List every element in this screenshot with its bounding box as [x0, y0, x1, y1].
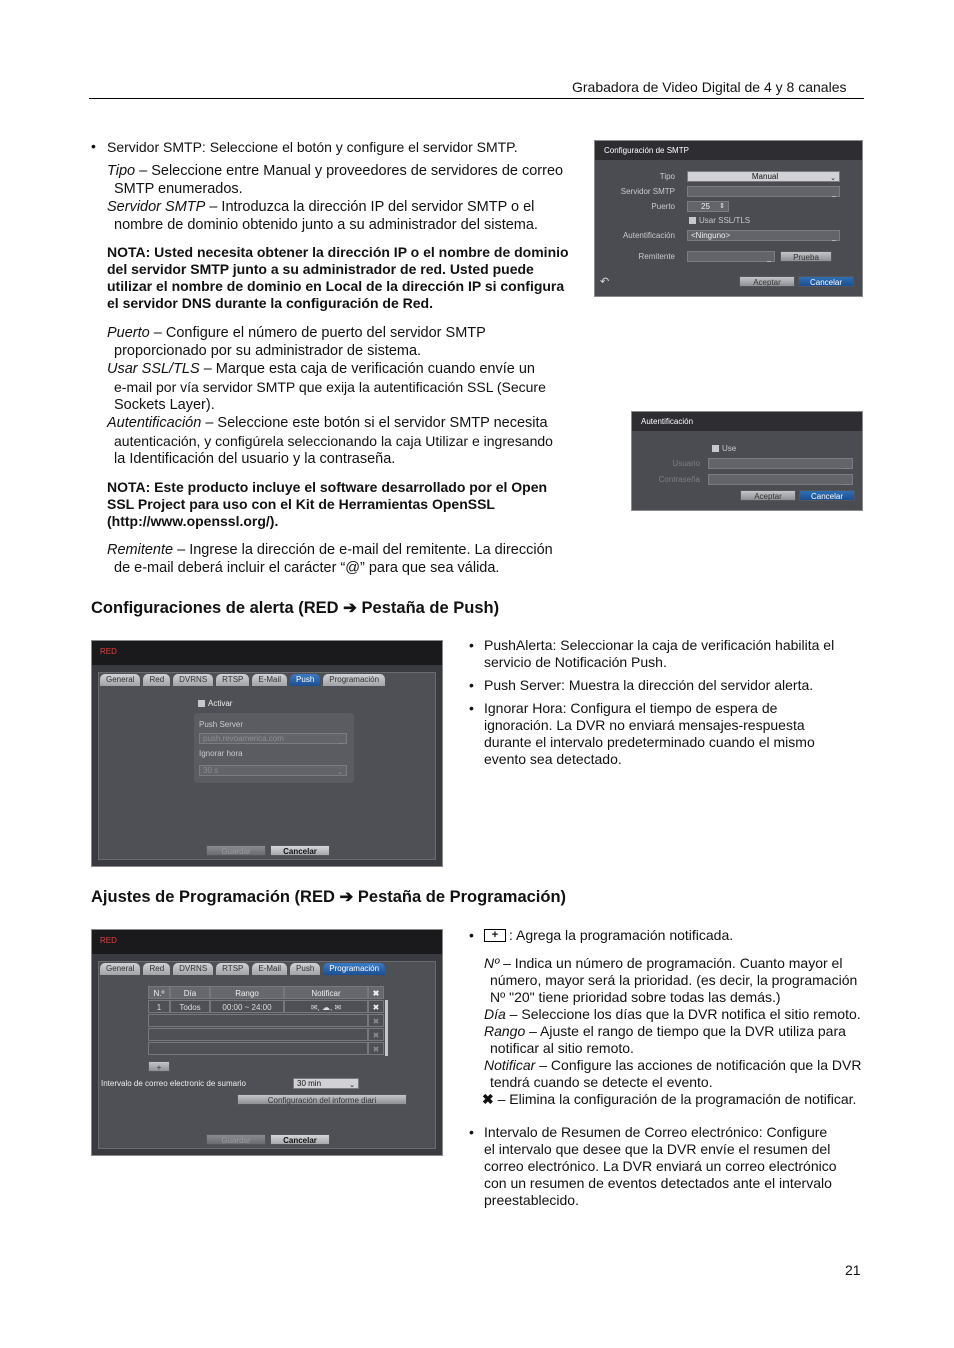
- add-schedule-button[interactable]: +: [148, 1061, 170, 1072]
- contrasena-label: Contraseña: [658, 475, 700, 484]
- checkbox-icon: [198, 700, 205, 707]
- activar-checkbox[interactable]: Activar: [198, 699, 232, 708]
- auth-button[interactable]: <Ninguno> _: [687, 230, 840, 241]
- push-server-label: Push Server: [199, 720, 244, 729]
- puerto-label: Puerto: [651, 202, 675, 211]
- delete-icon: ✖: [482, 1091, 494, 1107]
- ignorar-label: Ignorar hora: [199, 749, 243, 758]
- empty-row: [148, 1014, 368, 1027]
- no-desc-2: número, mayor será la prioridad. (es decir, la programación: [490, 972, 858, 988]
- delete-row-icon: ✖: [368, 1014, 384, 1027]
- guardar-button[interactable]: Guardar: [206, 845, 266, 856]
- ssl-checkbox[interactable]: Usar SSL/TLS: [689, 216, 750, 225]
- tab-dvrns[interactable]: DVRNS: [173, 674, 213, 686]
- tab-rtsp[interactable]: RTSP: [216, 963, 249, 975]
- remitente-desc-2: de e-mail deberá incluir el carácter “@” para que sea válida.: [114, 560, 500, 576]
- notificar-desc-2: tendrá cuando se detecte el evento.: [490, 1074, 713, 1090]
- no-desc: Nº – Indica un número de programación. Cuanto mayor el: [484, 955, 843, 971]
- informe-button[interactable]: Configuración del informe diari: [237, 1094, 407, 1105]
- push-bullet-2: Push Server: Muestra la dirección del servidor alerta.: [484, 677, 814, 693]
- servidor-input[interactable]: [687, 186, 840, 197]
- plus-desc: : Agrega la programación notificada.: [509, 927, 734, 943]
- no-desc-3: Nº "20" tiene prioridad sobre todas las demás.): [490, 989, 781, 1005]
- tab-dvrns[interactable]: DVRNS: [173, 963, 213, 975]
- col-dia: Día: [170, 986, 210, 999]
- auth-desc: Autentificación – Seleccione este botón si el servidor SMTP necesita: [107, 415, 548, 431]
- chevron-down-icon: ⌄: [830, 175, 836, 182]
- push-bullet-3: Ignorar Hora: Configura el tiempo de espera de ignoración. La DVR no enviará mensajes-respuesta durante el intervalo predeterminado cuando el mismo evento sea detectado.: [484, 700, 815, 767]
- remitente-input[interactable]: [687, 251, 775, 262]
- screen-title: RED: [100, 647, 117, 656]
- servidor-desc: Servidor SMTP – Introduzca la dirección IP del servidor SMTP o el: [107, 199, 535, 215]
- cancelar-button[interactable]: Cancelar: [798, 276, 854, 287]
- auth-label: Autentificación: [622, 231, 675, 240]
- edit-icon: _: [832, 234, 836, 241]
- push-bullet-1: PushAlerta: Seleccionar la caja de verificación habilita el servicio de Notificación Push.: [484, 637, 835, 670]
- intervalo-select[interactable]: 30 min ⌄: [293, 1078, 359, 1089]
- scrollbar[interactable]: [385, 1000, 388, 1056]
- push-screen: [91, 640, 443, 867]
- ssl-desc-3: Sockets Layer).: [114, 397, 215, 413]
- contrasena-input[interactable]: [708, 474, 853, 485]
- aceptar-button[interactable]: Aceptar: [740, 490, 796, 501]
- bullet-dot: •: [469, 677, 474, 693]
- push-heading: Configuraciones de alerta (RED ➔ Pestaña de Push): [91, 599, 500, 617]
- usuario-input[interactable]: [708, 458, 853, 469]
- x-desc: ✖ – Elimina la configuración de la programación de notificar.: [482, 1091, 857, 1107]
- rango-desc: Rango – Ajuste el rango de tiempo que la DVR utiliza para: [484, 1023, 846, 1039]
- col-notificar: Notificar: [284, 986, 368, 999]
- prueba-button[interactable]: Prueba: [780, 251, 832, 262]
- auth-desc-3: la Identificación del usuario y la contraseña.: [114, 451, 396, 467]
- tab-bar: [100, 674, 385, 686]
- prog-heading: Ajustes de Programación (RED ➔ Pestaña de Programación): [91, 888, 567, 906]
- prog-screen: [91, 929, 443, 1156]
- header-rule: [89, 98, 864, 99]
- col-no: N.º: [148, 986, 170, 999]
- dia-desc: Día – Seleccione los días que la DVR notifica el sitio remoto.: [484, 1006, 861, 1022]
- auth-dialog-title: Autentificación: [632, 412, 862, 431]
- tab-programacion[interactable]: Programación: [323, 674, 385, 686]
- tab-rtsp[interactable]: RTSP: [216, 674, 249, 686]
- plus-icon: +: [484, 929, 506, 942]
- servidor-label: Servidor SMTP: [620, 187, 675, 196]
- bullet-dot: •: [91, 138, 96, 154]
- row-notificar[interactable]: ✉, ☁, ✉: [284, 1000, 368, 1013]
- screen-titlebar: [92, 930, 442, 954]
- tab-programacion[interactable]: Programación: [323, 963, 385, 975]
- aceptar-button[interactable]: Aceptar: [739, 276, 795, 287]
- screen-title: RED: [100, 936, 117, 945]
- edit-icon: _: [832, 190, 836, 197]
- auth-desc-2: autenticación, y configúrela seleccionando la caja Utilizar e ingresando: [114, 433, 553, 449]
- smtp-dialog-title: Configuración de SMTP: [595, 141, 862, 160]
- nota-1: NOTA: Usted necesita obtener la dirección IP o el nombre de dominio del servidor SMTP junto a su administrador de red. Usted puede utilizar el nombre de dominio en Local de la dirección IP si configura el servidor DNS durante la configuración de Red.: [107, 244, 569, 311]
- cancelar-button[interactable]: Cancelar: [270, 1134, 330, 1145]
- resumen-desc: Intervalo de Resumen de Correo electrónico: Configure el intervalo que desee que la DVR envíe el resumen del correo electrónico. La DVR enviará un correo electrónico con un resumen de eventos detectados ante el intervalo preestablecido.: [484, 1124, 837, 1208]
- col-rango: Rango: [210, 986, 284, 999]
- page-number: 21: [845, 1262, 861, 1278]
- usuario-label: Usuario: [672, 459, 700, 468]
- push-server-field: push.revoamerica.com _: [199, 733, 347, 744]
- smtp-bullet: Servidor SMTP: Seleccione el botón y configure el servidor SMTP.: [107, 139, 518, 155]
- row-dia[interactable]: Todos: [170, 1000, 210, 1013]
- empty-row: [148, 1042, 368, 1055]
- tipo-select[interactable]: Manual ⌄: [687, 171, 840, 182]
- tab-push[interactable]: Push: [290, 963, 320, 975]
- tipo-desc-2: SMTP enumerados.: [114, 181, 243, 197]
- bullet-dot: •: [469, 637, 474, 653]
- use-checkbox[interactable]: Use: [712, 444, 736, 453]
- servidor-desc-2: nombre de dominio obtenido junto a su administrador del sistema.: [114, 217, 538, 233]
- edit-icon: _: [845, 478, 849, 485]
- tab-red[interactable]: Red: [143, 674, 170, 686]
- puerto-desc-2: proporcionado por su administrador de sistema.: [114, 343, 422, 359]
- tab-general[interactable]: General: [100, 963, 140, 975]
- bullet-dot: •: [469, 1124, 474, 1140]
- ssl-desc: Usar SSL/TLS – Marque esta caja de verificación cuando envíe un: [107, 361, 535, 377]
- delete-row-icon[interactable]: ✖: [368, 1000, 384, 1013]
- tipo-label: Tipo: [659, 172, 675, 181]
- row-rango[interactable]: 00:00 ~ 24:00: [210, 1000, 284, 1013]
- tipo-desc: Tipo – Seleccione entre Manual y proveedores de servidores de correo: [107, 163, 564, 179]
- puerto-spinner[interactable]: 25 ⇕: [687, 201, 729, 212]
- rango-desc-2: notificar al sitio remoto.: [490, 1040, 634, 1056]
- delete-row-icon: ✖: [368, 1042, 384, 1055]
- tab-bar: [100, 963, 385, 975]
- cancelar-button[interactable]: Cancelar: [799, 490, 855, 501]
- bullet-dot: •: [469, 700, 474, 716]
- chevron-down-icon: ⌄: [349, 1082, 355, 1089]
- intervalo-label: Intervalo de correo electronic de sumario: [101, 1079, 246, 1088]
- delete-row-icon: ✖: [368, 1028, 384, 1041]
- header-title: Grabadora de Video Digital de 4 y 8 canales: [572, 79, 847, 95]
- edit-icon: _: [339, 737, 343, 744]
- back-icon[interactable]: ↶: [600, 276, 610, 288]
- tab-push[interactable]: Push: [290, 674, 320, 686]
- puerto-desc: Puerto – Configure el número de puerto del servidor SMTP: [107, 325, 486, 341]
- remitente-desc: Remitente – Ingrese la dirección de e-mail del remitente. La dirección: [107, 542, 553, 558]
- cancelar-button[interactable]: Cancelar: [270, 845, 330, 856]
- tab-email[interactable]: E-Mail: [252, 674, 287, 686]
- nota-2: NOTA: Este producto incluye el software desarrollado por el Open SSL Project para uso con el Kit de Herramientas OpenSSL (http://www.openssl.org/).: [107, 479, 548, 529]
- ignorar-select[interactable]: 30 s ⌄: [199, 765, 347, 776]
- edit-icon: _: [845, 462, 849, 469]
- tab-red[interactable]: Red: [143, 963, 170, 975]
- bullet-dot: •: [469, 927, 474, 943]
- checkbox-icon: [712, 445, 719, 452]
- chevron-down-icon: ⌄: [337, 769, 343, 776]
- ssl-desc-2: e-mail por vía servidor SMTP que exija la autentificación SSL (Secure: [114, 379, 546, 395]
- smtp-dialog: [594, 140, 863, 297]
- remitente-label: Remitente: [638, 252, 675, 261]
- auth-dialog: [631, 411, 863, 511]
- checkbox-icon: [689, 217, 696, 224]
- notificar-desc: Notificar – Configure las acciones de notificación que la DVR: [484, 1057, 862, 1073]
- row-no: 1: [148, 1000, 170, 1013]
- guardar-button[interactable]: Guardar: [206, 1134, 266, 1145]
- tab-email[interactable]: E-Mail: [252, 963, 287, 975]
- delete-all-icon[interactable]: ✖: [368, 986, 384, 999]
- spinner-icon: ⇕: [719, 203, 725, 210]
- screen-titlebar: [92, 641, 442, 665]
- empty-row: [148, 1028, 368, 1041]
- tab-general[interactable]: General: [100, 674, 140, 686]
- edit-icon: _: [767, 255, 771, 262]
